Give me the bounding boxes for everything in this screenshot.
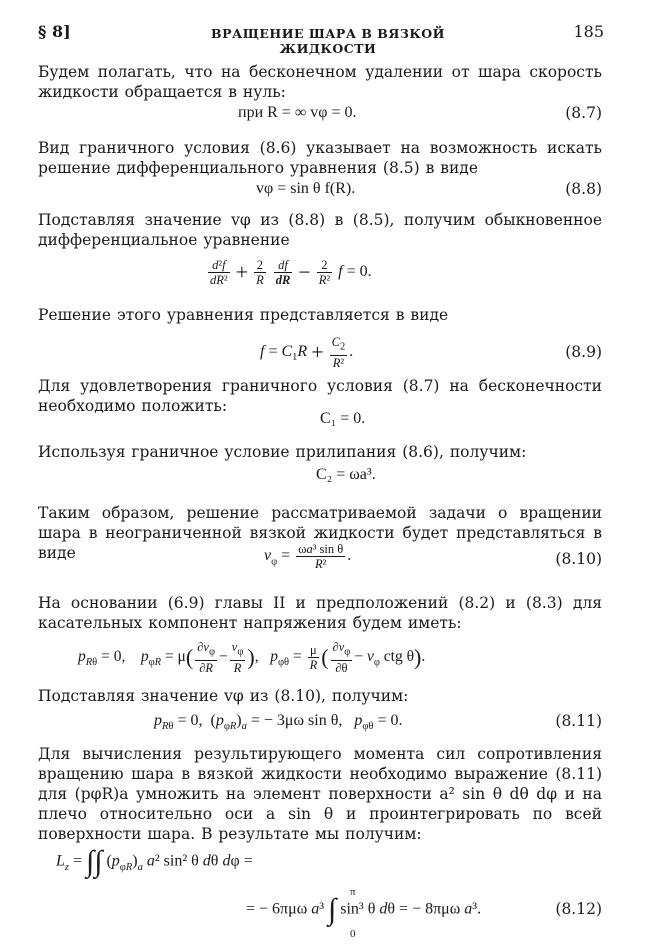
- equation-body: при R = ∞ vφ = 0.: [238, 104, 357, 121]
- paragraph-2: Вид граничного условия (8.6) указывает на возможность искать решение дифференциального уравнения (8.5) в виде: [38, 139, 602, 177]
- equation-number: (8.10): [555, 550, 602, 568]
- equation-body: $v_\varphi$ = $\frac{\text{ωa³ sin θ}}{\text{R²}}$ .: [264, 542, 352, 571]
- page-number: 185: [573, 22, 604, 41]
- equation-c2: [38, 466, 602, 490]
- equation-body: C₁ = 0.: [320, 410, 366, 427]
- equation-8-11: [38, 712, 602, 736]
- equation-body: $p_{R\theta} = 0$, $(p_{\varphi R})_a$ = − 3μω sin θ, $p_{\varphi\theta} = 0$.: [154, 712, 403, 733]
- lower-limit: 0: [350, 928, 356, 940]
- section-marker: § 8]: [38, 22, 71, 41]
- equation-body: $L_z$ = ∫∫ $(p_{\varphi R})_a$ a² sin² θ dθ dφ =: [56, 845, 253, 878]
- equation-body: $\frac{\text{d²f}}{\text{dR²}}$ + $\frac{2}{R}$ $\frac{df}{dR}$ − $\frac{2}{\text{R²}}$ f = 0.: [210, 258, 372, 287]
- equation-body: C₂ = ωa³.: [316, 466, 376, 483]
- equation-ode: [38, 258, 602, 294]
- upper-limit: π: [350, 886, 356, 898]
- equation-8-12-line2: [38, 886, 602, 940]
- equation-8-7: [38, 104, 602, 128]
- paragraph-10: Для вычисления результирующего момента сил сопротивления вращению шара в вязкой жидкости необходимо выражение (8.11) для (pφR)a умножить на элемент поверхности a² sin θ dθ dφ и на плечо относительно оси a sin θ и проинтегрировать по всей поверхности шара. В результате мы получим:: [38, 745, 602, 843]
- paragraph-4: Решение этого уравнения представляется в виде: [38, 306, 449, 324]
- equation-c1: [38, 410, 602, 434]
- equation-8-8: [38, 180, 602, 204]
- paragraph-1: Будем полагать, что на бесконечном удалении от шара скорость жидкости обращается в нуль:: [38, 63, 602, 101]
- equation-body: = − 6πμω a³ ∫ sin³ θ dθ = − 8πμω a³.: [246, 893, 482, 926]
- equation-number: (8.8): [565, 180, 602, 198]
- paragraph-9: Подставляя значение vφ из (8.10), получим:: [38, 687, 409, 705]
- equation-stress: [38, 640, 602, 680]
- equation-body: $f = C_1R$ + $\frac{C_2}{\text{R²}}$ .: [260, 335, 354, 370]
- equation-number: (8.12): [555, 900, 602, 918]
- running-title: ВРАЩЕНИЕ ШАРА В ВЯЗКОЙ ЖИДКОСТИ: [211, 26, 445, 56]
- equation-8-12-line1: [38, 845, 602, 882]
- paragraph-6: Используя граничное условие прилипания (8.6), получим:: [38, 443, 527, 461]
- equation-body: vφ = sin θ f(R).: [256, 180, 356, 197]
- equation-number: (8.11): [555, 712, 602, 730]
- equation-number: (8.9): [565, 343, 602, 361]
- paragraph-8: На основании (6.9) главы II и предположений (8.2) и (8.3) для касательных компонент напряжения будем иметь:: [38, 594, 602, 632]
- paragraph-3: Подставляя значение vφ из (8.8) в (8.5), получим обыкновенное дифференциальное уравнение: [38, 211, 602, 249]
- equation-number: (8.7): [565, 104, 602, 122]
- equation-8-10: [38, 542, 602, 578]
- paragraph-7: Таким образом, решение рассматриваемой задачи о вращении шара в неограниченной вязкой жидкости будет представляться в виде: [38, 504, 602, 562]
- paragraph-5: Для удовлетворения граничного условия (8.7) на бесконечности необходимо положить:: [38, 377, 602, 415]
- equation-body: $p_{R\theta} = 0$, $p_{\varphi R} = \mu$( $\frac{\partial v_\varphi}{\partial R}$ − $\frac{v_\varphi}{R}$ ), $p_{\varphi\theta}$ = $\frac{\mu}{R}$ ( $\frac{\partial v_\varphi}{\partial\theta}$ − $v_\varphi$ ctg θ).: [78, 640, 426, 675]
- equation-8-9: [38, 335, 602, 371]
